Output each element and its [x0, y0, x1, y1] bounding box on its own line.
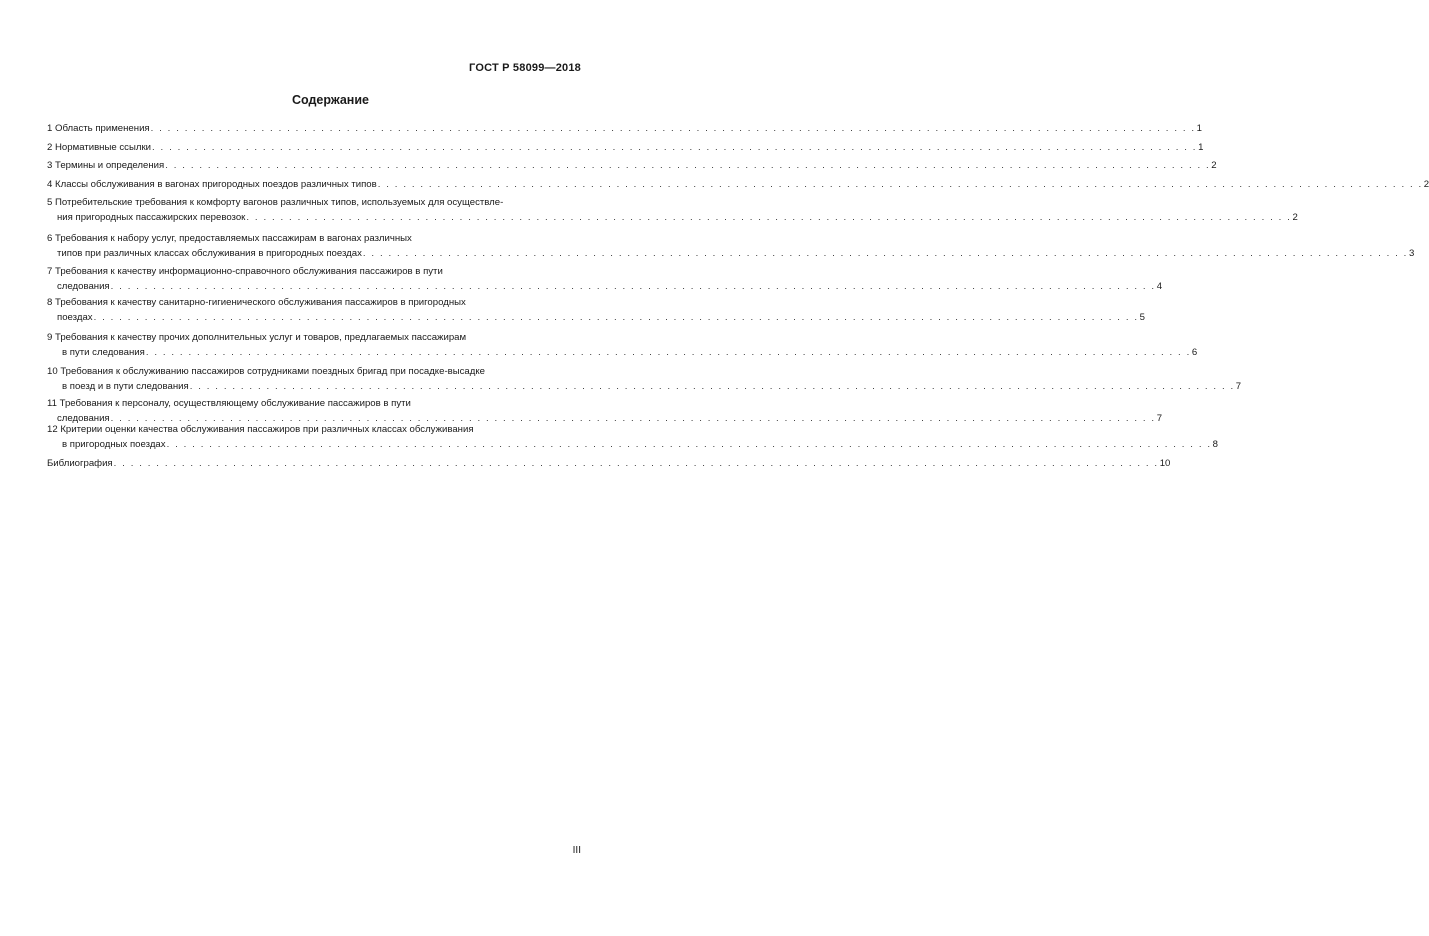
toc-entry[interactable] — [47, 331, 1198, 360]
toc-page-number: 6 — [1191, 346, 1198, 358]
toc-page-number: 7 — [1235, 380, 1242, 392]
toc-entry-text: 8 Требования к качеству санитарно-гигиенического обслуживания пассажиров в пригородных — [47, 297, 466, 308]
toc-entry-text: 5 Потребительские требования к комфорту вагонов различных типов, используемых для осуществле- — [47, 197, 504, 208]
toc-entry[interactable] — [47, 159, 1217, 174]
toc-page-number: 2 — [1423, 179, 1429, 190]
toc-page-number: 1 — [1198, 142, 1204, 153]
toc-entry-text: 11 Требования к персоналу, осуществляющему обслуживание пассажиров в пути — [47, 398, 411, 409]
toc-entry[interactable] — [47, 141, 1204, 156]
toc-entry-text: 2 Нормативные ссылки — [47, 142, 152, 153]
toc-entry[interactable] — [47, 296, 1145, 325]
toc-entry-text: следования — [57, 412, 110, 424]
dot-leader: . . . . . . . . . . . . . . . . . . . . . . . . . . . . . . . . . . . . . . . . . . . . . . . . . . . . . . . . . . . . . . . . . . . . . . . . . . . . . . . . . . . . . . . . . . . . . . . . . . . . . . . . . . . . . . . . . . . . . . . . . . . — [165, 160, 1211, 171]
toc-page-number: 7 — [1156, 412, 1163, 424]
toc-page-number: 1 — [1196, 123, 1203, 134]
toc-entry-text: в поезд и в пути следования — [62, 380, 189, 392]
toc-entry[interactable] — [47, 122, 1203, 137]
toc-title: Содержание — [291, 93, 369, 107]
toc-entry-text: в пути следования — [62, 346, 145, 358]
toc-page-number: 5 — [1139, 311, 1145, 323]
toc-entry-text: в пригородных поездах — [62, 438, 166, 450]
toc-entry-text: 10 Требования к обслуживанию пассажиров сотрудниками поездных бригад при посадке-высадке — [47, 366, 486, 377]
toc-entry-text: 4 Классы обслуживания в вагонах пригородных поездов различных типов — [47, 179, 377, 190]
toc-entry-text: 1 Область применения — [47, 123, 150, 134]
toc-entry[interactable] — [47, 457, 1171, 472]
toc-entry[interactable] — [47, 178, 1429, 193]
dot-leader: . . . . . . . . . . . . . . . . . . . . . . . . . . . . . . . . . . . . . . . . . . . . . . . . . . . . . . . . . . . . . . . . . . . . . . . . . . . . . . . . . . . . . . . . . . . . . . . . . . . . . . . . . . . . . . . . . . . . . . . . . . . — [93, 311, 1139, 323]
dot-leader: . . . . . . . . . . . . . . . . . . . . . . . . . . . . . . . . . . . . . . . . . . . . . . . . . . . . . . . . . . . . . . . . . . . . . . . . . . . . . . . . . . . . . . . . . . . . . . . . . . . . . . . . . . . . . . . . . . . . . . . . . . . — [150, 123, 1196, 134]
toc-entry-text: типов при различных классах обслуживания в пригородных поездах — [57, 247, 362, 259]
document-code: ГОСТ Р 58099—2018 — [469, 62, 581, 74]
toc-entry-text: Библиография — [47, 458, 113, 469]
toc-page-number: 4 — [1156, 280, 1163, 292]
toc-entry[interactable] — [47, 232, 1415, 261]
toc-entry[interactable] — [47, 365, 1242, 394]
dot-leader: . . . . . . . . . . . . . . . . . . . . . . . . . . . . . . . . . . . . . . . . . . . . . . . . . . . . . . . . . . . . . . . . . . . . . . . . . . . . . . . . . . . . . . . . . . . . . . . . . . . . . . . . . . . . . . . . . . . . . . . . . . . — [362, 247, 1408, 259]
toc-entry-text: 9 Требования к качеству прочих дополнительных услуг и товаров, предлагаемых пассажирам — [47, 332, 467, 343]
toc-entry-text: 3 Термины и определения — [47, 160, 165, 171]
toc-entry-text: 7 Требования к качеству информационно-справочного обслуживания пассажиров в пути — [47, 266, 443, 277]
dot-leader: . . . . . . . . . . . . . . . . . . . . . . . . . . . . . . . . . . . . . . . . . . . . . . . . . . . . . . . . . . . . . . . . . . . . . . . . . . . . . . . . . . . . . . . . . . . . . . . . . . . . . . . . . . . . . . . . . . . . . . . . . . . — [110, 280, 1156, 292]
dot-leader: . . . . . . . . . . . . . . . . . . . . . . . . . . . . . . . . . . . . . . . . . . . . . . . . . . . . . . . . . . . . . . . . . . . . . . . . . . . . . . . . . . . . . . . . . . . . . . . . . . . . . . . . . . . . . . . . . . . . . . . . . . . — [145, 346, 1191, 358]
page-number: III — [572, 845, 581, 856]
dot-leader: . . . . . . . . . . . . . . . . . . . . . . . . . . . . . . . . . . . . . . . . . . . . . . . . . . . . . . . . . . . . . . . . . . . . . . . . . . . . . . . . . . . . . . . . . . . . . . . . . . . . . . . . . . . . . . . . . . . . . . . . . . . — [110, 412, 1156, 424]
dot-leader: . . . . . . . . . . . . . . . . . . . . . . . . . . . . . . . . . . . . . . . . . . . . . . . . . . . . . . . . . . . . . . . . . . . . . . . . . . . . . . . . . . . . . . . . . . . . . . . . . . . . . . . . . . . . . . . . . . . . . . . . . . . — [377, 179, 1423, 190]
toc-entry[interactable] — [47, 196, 1298, 225]
toc-entry-text: 12 Критерии оценки качества обслуживания пассажиров при различных классах обслуживания — [47, 424, 474, 435]
toc-page-number: 2 — [1211, 160, 1217, 171]
toc-entry-text: 6 Требования к набору услуг, предоставляемых пассажирам в вагонах различных — [47, 233, 412, 244]
toc-entry[interactable] — [47, 423, 1218, 452]
dot-leader: . . . . . . . . . . . . . . . . . . . . . . . . . . . . . . . . . . . . . . . . . . . . . . . . . . . . . . . . . . . . . . . . . . . . . . . . . . . . . . . . . . . . . . . . . . . . . . . . . . . . . . . . . . . . . . . . . . . . . . . . . . . — [246, 211, 1292, 223]
toc-page-number: 10 — [1159, 458, 1171, 469]
toc-entry[interactable] — [47, 397, 1163, 426]
dot-leader: . . . . . . . . . . . . . . . . . . . . . . . . . . . . . . . . . . . . . . . . . . . . . . . . . . . . . . . . . . . . . . . . . . . . . . . . . . . . . . . . . . . . . . . . . . . . . . . . . . . . . . . . . . . . . . . . . . . . . . . . . . . — [152, 142, 1198, 153]
toc-page-number: 3 — [1408, 247, 1415, 259]
toc-page-number: 2 — [1292, 211, 1298, 223]
toc-entry-text: поездах — [57, 311, 93, 323]
toc-entry[interactable] — [47, 265, 1163, 294]
dot-leader: . . . . . . . . . . . . . . . . . . . . . . . . . . . . . . . . . . . . . . . . . . . . . . . . . . . . . . . . . . . . . . . . . . . . . . . . . . . . . . . . . . . . . . . . . . . . . . . . . . . . . . . . . . . . . . . . . . . . . . . . . . . — [189, 380, 1235, 392]
toc-page-number: 8 — [1212, 438, 1218, 450]
toc-entry-text: ния пригородных пассажирских перевозок — [57, 211, 246, 223]
toc-entry-text: следования — [57, 280, 110, 292]
dot-leader: . . . . . . . . . . . . . . . . . . . . . . . . . . . . . . . . . . . . . . . . . . . . . . . . . . . . . . . . . . . . . . . . . . . . . . . . . . . . . . . . . . . . . . . . . . . . . . . . . . . . . . . . . . . . . . . . . . . . . . . . . . . — [166, 438, 1212, 450]
dot-leader: . . . . . . . . . . . . . . . . . . . . . . . . . . . . . . . . . . . . . . . . . . . . . . . . . . . . . . . . . . . . . . . . . . . . . . . . . . . . . . . . . . . . . . . . . . . . . . . . . . . . . . . . . . . . . . . . . . . . . . . . . . . — [113, 458, 1159, 469]
